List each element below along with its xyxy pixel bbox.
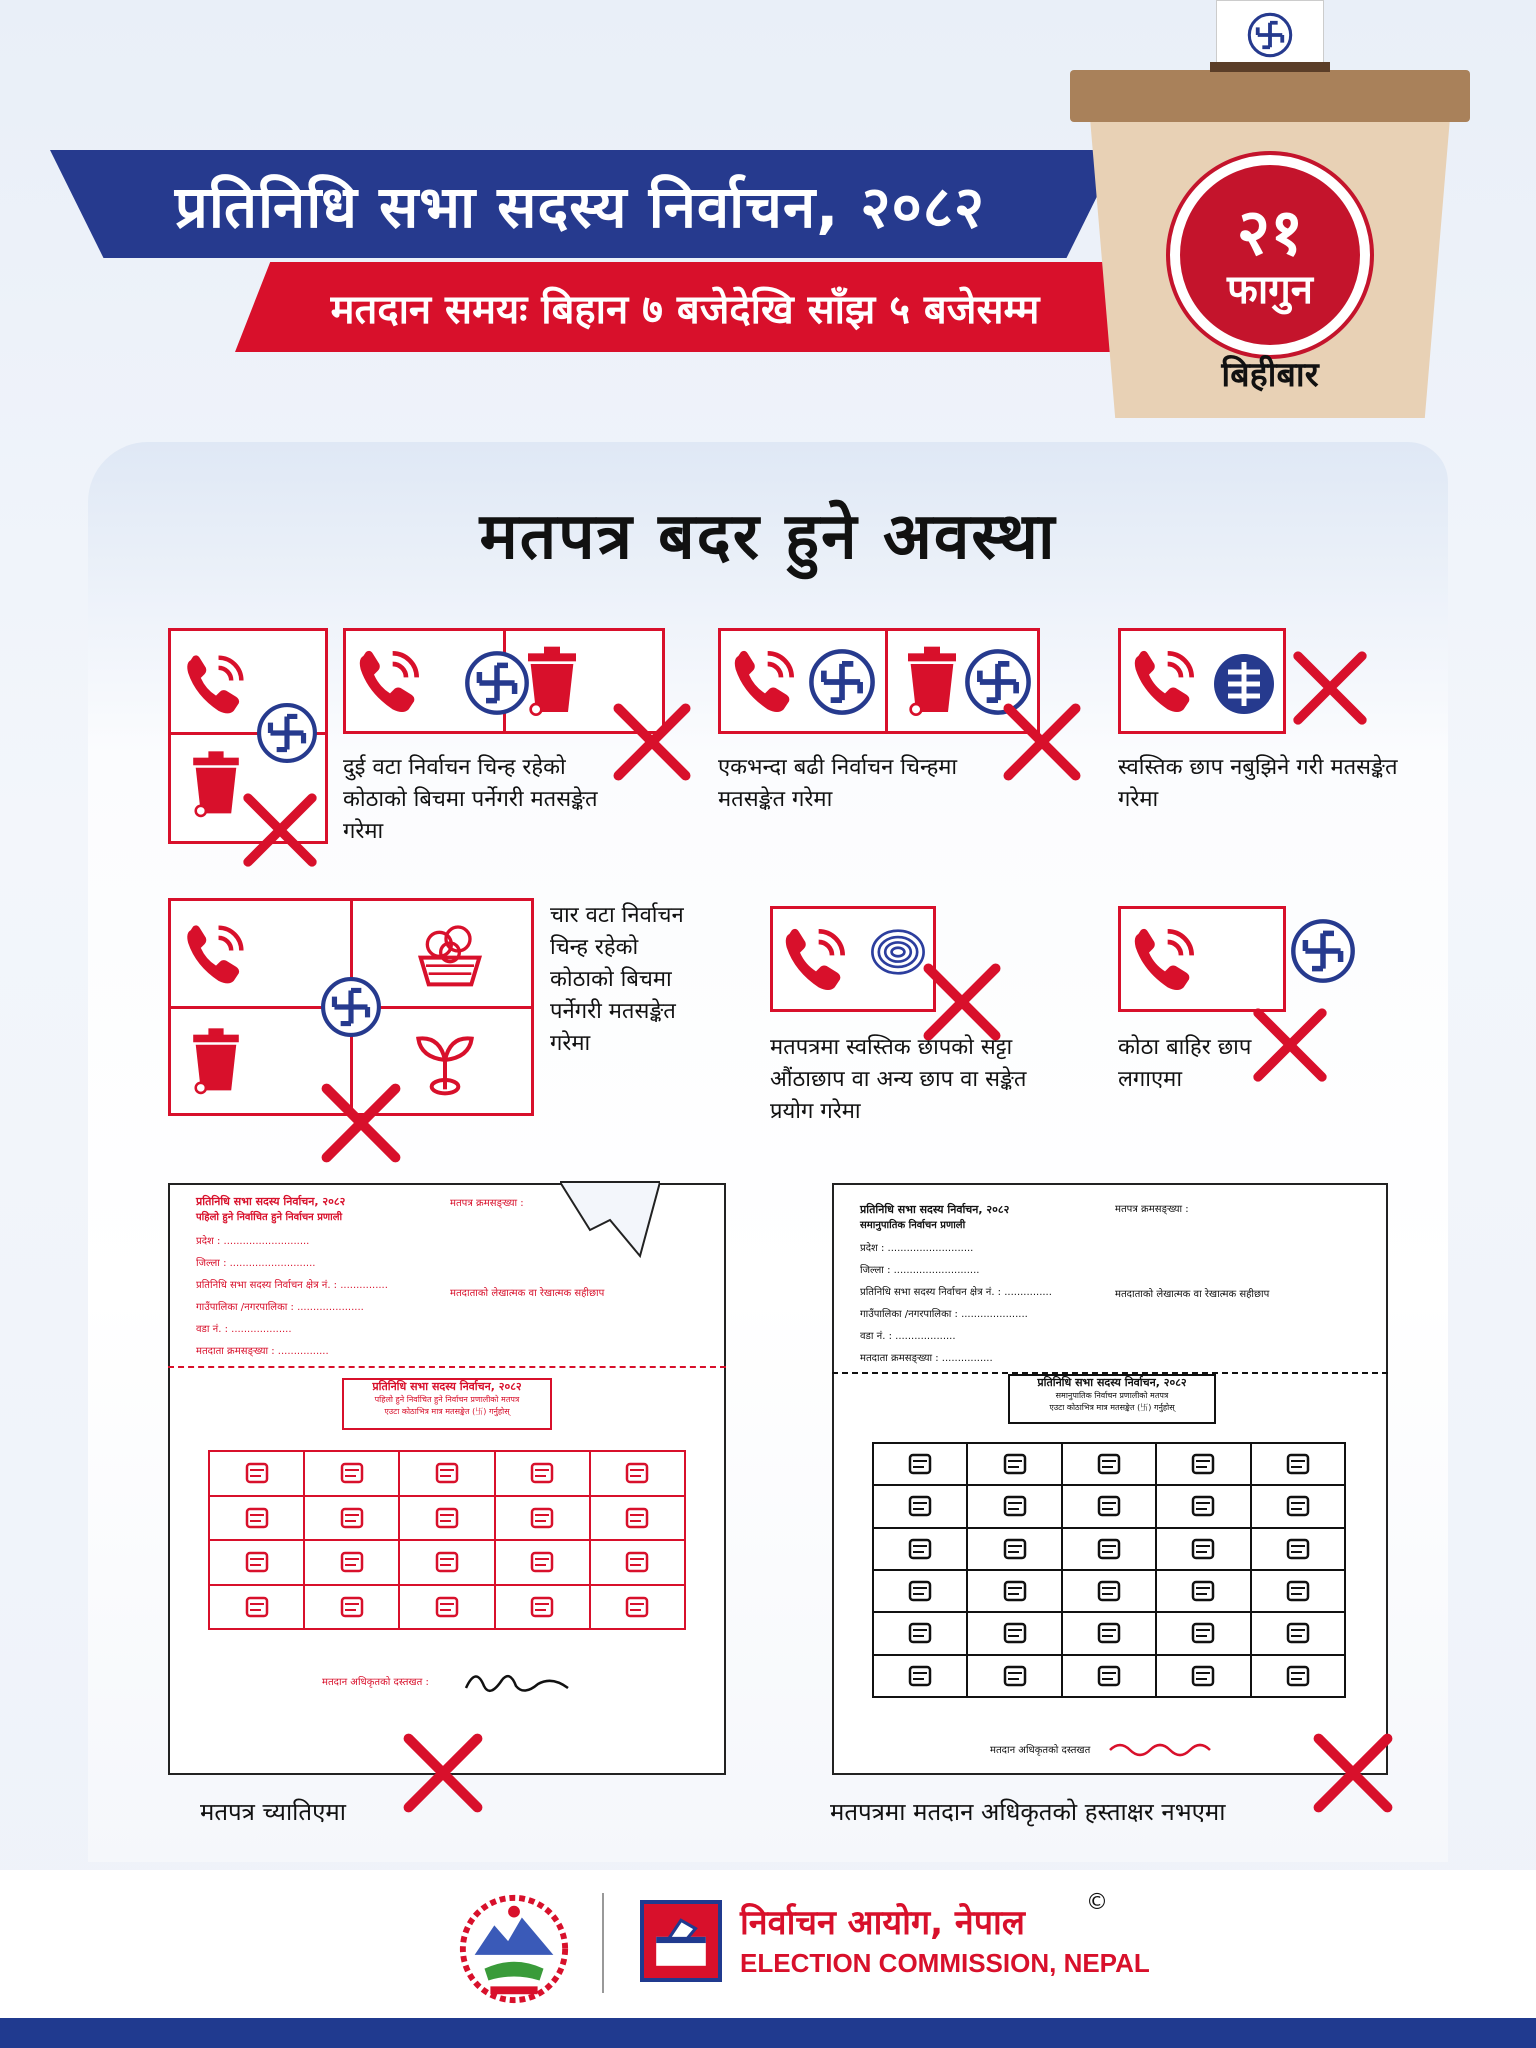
ballot-logo-icon [640,1900,722,1982]
ballot-symbol-cell [967,1528,1061,1570]
sheet2-title: प्रतिनिधि सभा सदस्य निर्वाचन, २०८२ [860,1203,1010,1216]
fruit-basket-icon [405,915,495,995]
ballot-symbol-cell [495,1585,590,1630]
phone-icon [725,640,805,720]
ballot-symbol-cell [1156,1443,1250,1485]
swastik-stamp-icon [1247,12,1293,58]
org-name-nepali: निर्वाचन आयोग, नेपाल [740,1903,1025,1943]
case-2-caption: एकभन्दा बढी निर्वाचन चिन्हमा मतसङ्केत गरेमा [718,755,958,812]
plant-icon [405,1020,485,1100]
date-day: २१ [1236,196,1304,270]
ballot-paper-icon [1216,0,1324,70]
ballot-symbol-cell [1251,1570,1345,1612]
dustbin-icon [178,1022,254,1098]
sheet2-field: मतदाता क्रमसङ्ख्या : ................ [860,1353,993,1364]
ballot-symbol-cell [590,1585,685,1630]
sheet2-field: वडा नं. : ................... [860,1331,956,1342]
cross-mark-icon [240,790,320,870]
ballot-symbol-cell [304,1451,399,1496]
footer-divider [602,1893,604,1993]
ballot-symbol-cell [1062,1528,1156,1570]
sheet1-voter-sign: मतदाताको लेखात्मक वा रेखात्मक सहीछाप [450,1288,605,1299]
sheet2-instruction-box: प्रतिनिधि सभा सदस्य निर्वाचन, २०८२ समानुपातिक निर्वाचन प्रणालीको मतपत्र एउटा कोठाभित्र मात्र मतसङ्केत (卐) गर्नुहोस् [1008,1374,1216,1424]
sheet1-field: प्रतिनिधि सभा सदस्य निर्वाचन क्षेत्र नं. : ............... [196,1280,388,1291]
ballot-symbol-cell [1156,1570,1250,1612]
phone-icon [178,645,254,721]
ballot-symbol-cell [590,1540,685,1585]
phone-icon [178,915,254,991]
ballot-symbol-cell [304,1585,399,1630]
phone-icon [1125,640,1205,720]
ballot-symbol-cell [399,1540,494,1585]
ballot-symbol-cell [967,1570,1061,1612]
voting-time: मतदान समयः बिहान ७ बजेदेखि साँझ ५ बजेसम्म [330,286,1040,333]
ballot-symbol-cell [967,1612,1061,1654]
ballot-symbol-cell [1156,1528,1250,1570]
case-5-caption: मतपत्रमा स्वस्तिक छापको सट्टा औंठाछाप वा अन्य छाप वा सङ्केत प्रयोग गरेमा [770,1035,1027,1124]
swastik-stamp-icon [320,976,382,1038]
ballot-symbol-cell [873,1612,967,1654]
sheet2-field: प्रदेश : ........................... [860,1243,974,1254]
ballot-symbol-cell [1156,1655,1250,1697]
ballot-symbol-cell [590,1496,685,1541]
swastik-stamp-icon [256,702,318,764]
ballot-symbol-cell [873,1528,967,1570]
ballot-symbol-cell [495,1540,590,1585]
case-3-caption: स्वस्तिक छाप नबुझिने गरी मतसङ्केत गरेमा [1118,755,1398,812]
ballot-symbol-cell [495,1451,590,1496]
ballot-symbol-cell [967,1655,1061,1697]
sheet2-serial: मतपत्र क्रमसङ्ख्या : [1115,1204,1189,1215]
ballot-symbol-cell [1062,1485,1156,1527]
ballot-symbol-cell [495,1496,590,1541]
ballot-symbol-cell [873,1485,967,1527]
sheet1-field: प्रदेश : ........................... [196,1236,310,1247]
ballot-symbol-cell [1156,1485,1250,1527]
sheet1-title: प्रतिनिधि सभा सदस्य निर्वाचन, २०८२ [196,1195,346,1208]
sheet1-instruction-box: प्रतिनिधि सभा सदस्य निर्वाचन, २०८२ पहिलो हुने निर्वाचित हुने निर्वाचन प्रणालीको मतपत्र एउटा कोठाभित्र मात्र मतसङ्केत (卐) गर्नुहोस् [342,1378,552,1430]
org-name-english: ELECTION COMMISSION, NEPAL [740,1948,1150,1978]
missing-signature-line [1108,1738,1220,1758]
ballot-symbol-cell [1251,1485,1345,1527]
ballot-symbol-cell [304,1540,399,1585]
sheet2-system: समानुपातिक निर्वाचन प्रणाली [860,1220,966,1231]
sheet2-caption: मतपत्रमा मतदान अधिकृतको हस्ताक्षर नभएमा [830,1798,1226,1826]
date-month: फागुन [1227,267,1313,313]
panel-title: मतपत्र बदर हुने अवस्था [479,500,1057,574]
torn-corner-icon [560,1180,660,1260]
ballot-symbol-cell [209,1496,304,1541]
cross-mark-icon [1290,648,1370,728]
ballot-symbol-cell [209,1540,304,1585]
sheet2-field: जिल्ला : ........................... [860,1265,980,1276]
footer [0,1870,1536,2020]
ballot-symbol-cell [1251,1612,1345,1654]
case-6-caption: कोठा बाहिर छाप लगाएमा [1118,1035,1252,1092]
ballot-symbol-cell [399,1496,494,1541]
smudged-swastik-icon [1208,648,1280,720]
phone-icon [1125,918,1205,998]
case-1-caption: दुई वटा निर्वाचन चिन्ह रहेको कोठाको बिचमा पर्नेगरी मतसङ्केत गरेमा [343,755,598,844]
ballot-box-lid [1070,70,1470,122]
emblem-icon [455,1890,573,2008]
swastik-stamp-icon [1290,918,1356,984]
ballot-symbol-cell [304,1496,399,1541]
ballot-symbol-cell [209,1585,304,1630]
sheet1-field: गाउँपालिका /नगरपालिका : ..................... [196,1302,364,1313]
sheet2-voter-sign: मतदाताको लेखात्मक वा रेखात्मक सहीछाप [1115,1289,1270,1300]
ballot-symbol-cell [967,1485,1061,1527]
weekday: बिहीबार [1221,355,1319,395]
sheet2-official-sign: मतदान अधिकृतको दस्तखत [990,1745,1091,1756]
ballot-symbol-cell [967,1443,1061,1485]
sheet2-field: प्रतिनिधि सभा सदस्य निर्वाचन क्षेत्र नं. : ............... [860,1287,1052,1298]
cross-mark-icon [318,1080,404,1166]
ballot-symbol-cell [1062,1612,1156,1654]
case-4-caption: चार वटा निर्वाचन चिन्ह रहेको कोठाको बिचमा पर्नेगरी मतसङ्केत गरेमा [550,903,684,1056]
ballot-symbol-cell [590,1451,685,1496]
copyright-symbol: © [1086,1890,1108,1915]
swastik-stamp-icon [464,650,530,716]
ballot-symbol-cell [399,1451,494,1496]
sheet1-symbol-grid [208,1450,686,1630]
cross-mark-icon [1310,1730,1396,1816]
swastik-stamp-icon [808,648,876,716]
sheet1-field: मतदाता क्रमसङ्ख्या : ................ [196,1346,329,1357]
ballot-symbol-cell [1251,1528,1345,1570]
cross-mark-icon [400,1730,486,1816]
sheet1-field: वडा नं. : ................... [196,1324,292,1335]
ballot-symbol-cell [1062,1443,1156,1485]
dustbin-icon [892,640,972,720]
ballot-symbol-cell [873,1570,967,1612]
phone-icon [776,918,856,998]
footer-bar [0,2018,1536,2048]
sheet1-field: जिल्ला : ........................... [196,1258,316,1269]
ballot-symbol-cell [873,1443,967,1485]
sheet1-system: पहिलो हुने निर्वाचित हुने निर्वाचन प्रणाली [196,1212,343,1223]
sheet1-serial: मतपत्र क्रमसङ्ख्या : [450,1198,524,1209]
ballot-symbol-cell [1156,1612,1250,1654]
sheet2-field: गाउँपालिका /नगरपालिका : ..................... [860,1309,1028,1320]
ballot-symbol-cell [1251,1655,1345,1697]
sheet2-symbol-grid [872,1442,1346,1698]
ballot-symbol-cell [1251,1443,1345,1485]
phone-icon [350,640,430,720]
ballot-symbol-cell [209,1451,304,1496]
ballot-symbol-cell [1062,1655,1156,1697]
ballot-symbol-cell [873,1655,967,1697]
sheet1-official-sign: मतदान अधिकृतको दस्तखत : [322,1677,429,1688]
ballot-box-slot [1210,62,1330,72]
page-title: प्रतिनिधि सभा सदस्य निर्वाचन, २०८२ [174,172,986,241]
sheet1-caption: मतपत्र च्यातिएमा [200,1798,346,1826]
signature-icon [462,1662,572,1702]
ballot-symbol-cell [399,1585,494,1630]
ballot-symbol-cell [1062,1570,1156,1612]
election-date-badge [1170,155,1370,355]
